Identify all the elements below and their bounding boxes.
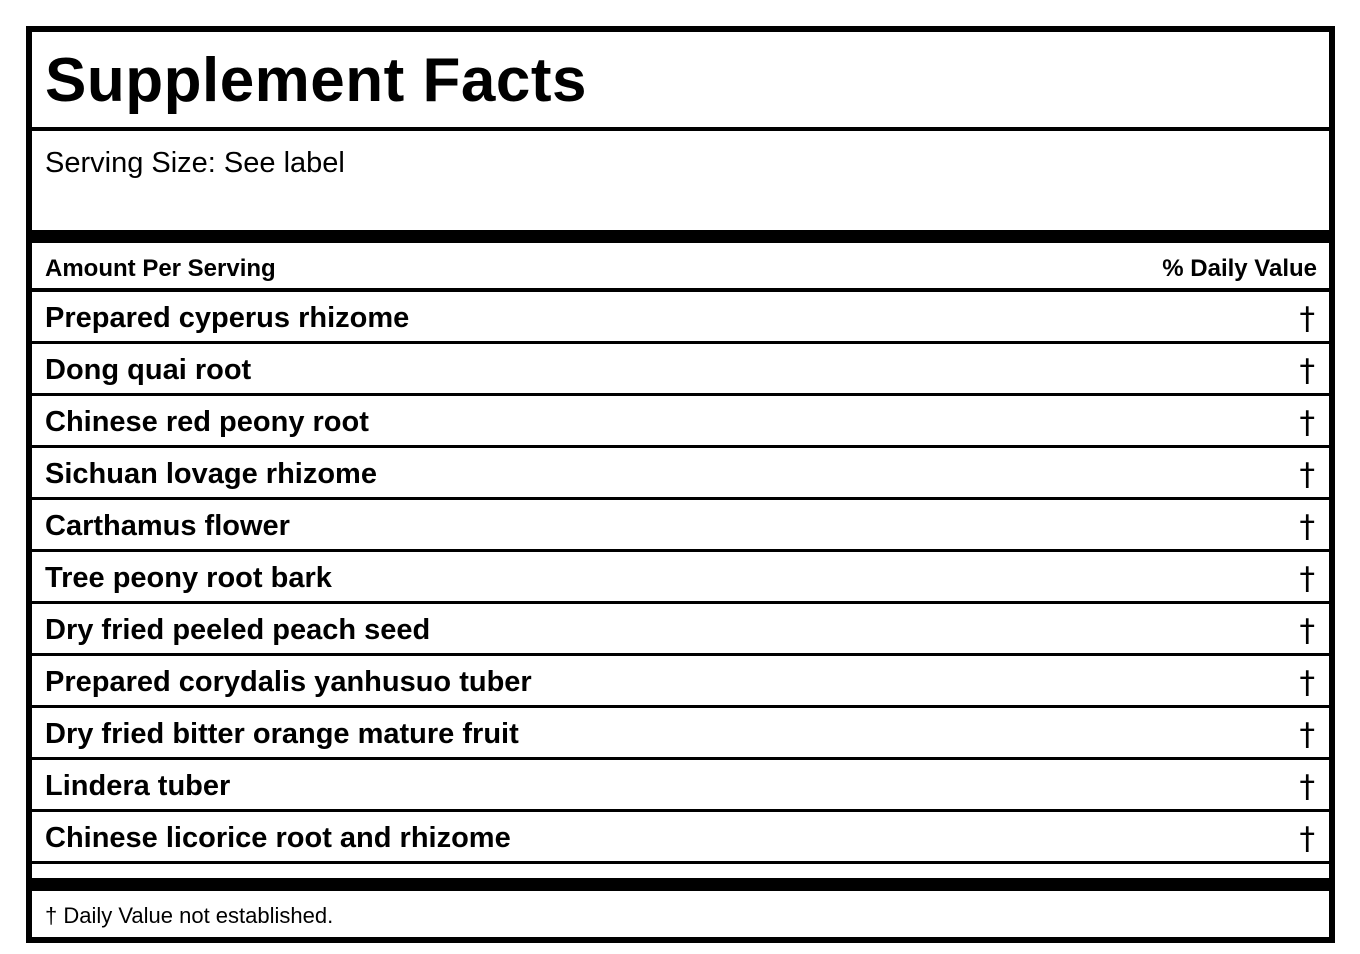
ingredient-name: Prepared cyperus rhizome bbox=[45, 302, 410, 334]
daily-value-dagger: † bbox=[1299, 821, 1315, 857]
amount-per-serving-header: Amount Per Serving bbox=[45, 255, 276, 282]
serving-section bbox=[32, 131, 1329, 241]
ingredient-name: Lindera tuber bbox=[45, 770, 231, 802]
ingredient-name: Tree peony root bark bbox=[45, 562, 332, 594]
ingredient-row bbox=[32, 344, 1329, 396]
daily-value-dagger: † bbox=[1299, 561, 1315, 597]
panel-title: Supplement Facts bbox=[45, 46, 587, 115]
daily-value-dagger: † bbox=[1299, 353, 1315, 389]
column-header-row bbox=[32, 243, 1329, 292]
ingredient-name: Chinese red peony root bbox=[45, 406, 369, 438]
daily-value-dagger: † bbox=[1299, 405, 1315, 441]
daily-value-dagger: † bbox=[1299, 665, 1315, 701]
daily-value-dagger: † bbox=[1299, 717, 1315, 753]
ingredient-name: Dry fried peeled peach seed bbox=[45, 614, 431, 646]
ingredient-row bbox=[32, 604, 1329, 656]
supplement-facts-panel bbox=[26, 26, 1335, 943]
ingredient-row bbox=[32, 552, 1329, 604]
ingredient-name: Chinese licorice root and rhizome bbox=[45, 822, 511, 854]
daily-value-footnote: † Daily Value not established. bbox=[45, 903, 334, 928]
daily-value-dagger: † bbox=[1299, 457, 1315, 493]
thick-divider-bottom bbox=[32, 878, 1329, 891]
ingredient-row bbox=[32, 812, 1329, 864]
ingredient-row bbox=[32, 656, 1329, 708]
ingredient-row bbox=[32, 708, 1329, 760]
footnote-section bbox=[32, 891, 1329, 943]
ingredient-name: Carthamus flower bbox=[45, 510, 290, 542]
ingredient-name: Dry fried bitter orange mature fruit bbox=[45, 718, 519, 750]
ingredient-row bbox=[32, 292, 1329, 344]
ingredient-list bbox=[32, 292, 1329, 864]
serving-size: Serving Size: See label bbox=[45, 147, 345, 179]
ingredient-name: Sichuan lovage rhizome bbox=[45, 458, 377, 490]
ingredient-row bbox=[32, 448, 1329, 500]
daily-value-dagger: † bbox=[1299, 613, 1315, 649]
ingredient-row bbox=[32, 760, 1329, 812]
ingredient-row bbox=[32, 500, 1329, 552]
ingredient-name: Dong quai root bbox=[45, 354, 252, 386]
ingredient-row bbox=[32, 396, 1329, 448]
daily-value-dagger: † bbox=[1299, 301, 1315, 337]
daily-value-dagger: † bbox=[1299, 509, 1315, 545]
title-section bbox=[32, 32, 1329, 131]
ingredient-name: Prepared corydalis yanhusuo tuber bbox=[45, 666, 532, 698]
daily-value-dagger: † bbox=[1299, 769, 1315, 805]
daily-value-header: % Daily Value bbox=[1162, 255, 1317, 282]
thick-divider-top bbox=[32, 230, 1329, 243]
